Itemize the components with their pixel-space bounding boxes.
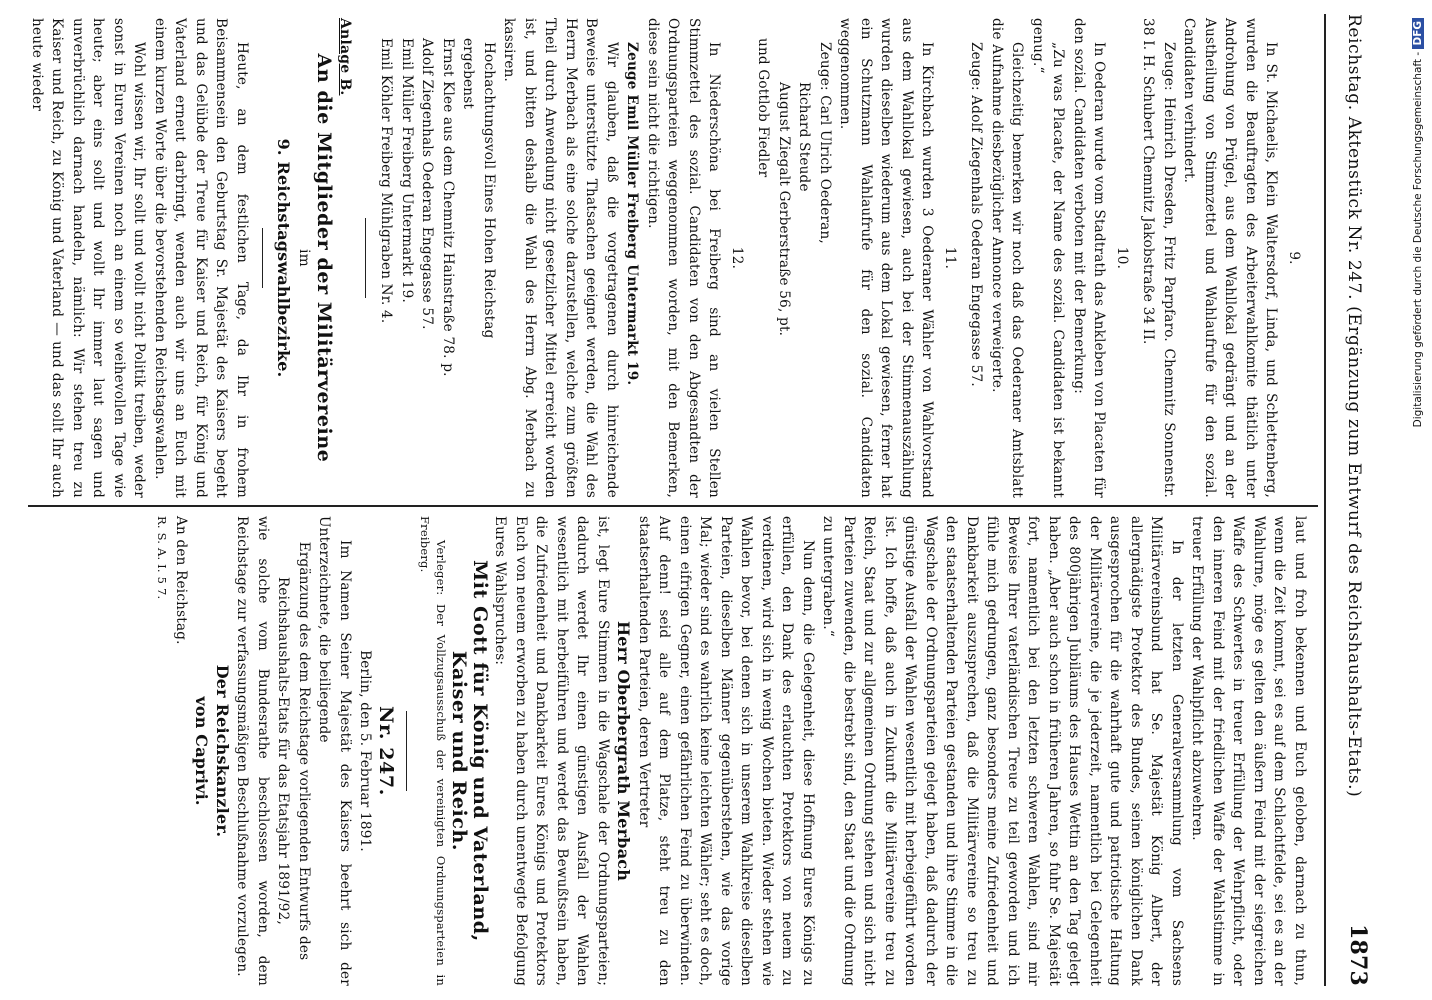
document-text: wie solche vom Bundesrathe beschlossen worden, dem Reichstage zur verfassungsmäßigen Beschlußnahme vorzulegen.: [234, 516, 271, 986]
motto-line-2: Kaiser und Reich.: [448, 650, 471, 852]
section-12-text: In Niederschöna bei Freiberg sind an vielen Stellen Stimmzettel des sozial. Candidaten von den Abgesandten der Ordnungsparteien weggenommen worden, mit den Bemerken, diese sein nicht die richtigen.: [645, 18, 723, 498]
section-number-12: 12.: [729, 246, 745, 270]
page-number: 1873: [1345, 923, 1371, 986]
right-paragraph-1: laut und froh bekennen und Euch geloben, darnach zu thun, wenn die Zeit kommt, sei es auf dem Schlachtfelde, sei es an der Wahlurne, möge es gelten den äußern Feind mit der siegreichen Waffe des Schwertes in treuer Erfüllung der Wehrpflicht, oder den inneren Feind mit der friedlichen Waffe der Wahlstimme in treuer Erfüllung der Wahlpflicht abzuwehren.: [1189, 516, 1308, 986]
signer-name: von Caprivi.: [192, 696, 212, 806]
right-paragraph-4: ist, legt Eure Stimmen in die Wagschale der Ordnungsparteien; dadurch werdet Ihr einen günstigen Ausfall der Wahlen wesentlich mit herbeiführen und werdet das Bewußtsein haben, die Zufriedenheit und Dankbarkeit Eures Königs und Protektors Euch von neuem erworben zu haben durch unentwegte Befolgung Eures Wahlspruches:: [492, 516, 611, 986]
witness-3-place: Gerberstraße 56, pt.: [776, 190, 792, 337]
right-column: [155, 516, 1311, 986]
signature-1: Ernst Klee aus dem Chemnitz Hainstraße 78. p.: [440, 38, 456, 377]
divider: [365, 218, 366, 298]
addressee: An den Reichstag.: [173, 516, 189, 645]
divider: [406, 711, 407, 791]
section-10-text: In Oederan wurde vom Stadtrath das Ankleben von Placaten für den sozial. Candidaten verboten mit der Bemerkung:: [1071, 18, 1108, 498]
section-11-text: In Kirchbach wurden 3 Oederaner Wähler von Wahlvorstand aus dem Wahllokal gewiesen, auch bei der Stimmenauszählung wurden dieselben wiederum aus dem Lokal gewiesen, ferner hat ein Schutzmann Wahlaufrufe für den sozial. Candidaten weggenommen.: [837, 18, 936, 498]
section-11-witness-3: [774, 82, 795, 498]
date-line: Berlin, den 5. Februar 1891.: [357, 650, 374, 852]
section-11-witness-4: und Gottlob Fiedler: [755, 38, 772, 178]
header-title: Reichstag. Aktenstück Nr. 247. (Ergänzung zum Entwurf des Reichshaushalts-Etats.): [1344, 14, 1364, 798]
document-number: Nr. 247.: [375, 706, 397, 796]
section-12-closing2: ergebenst: [460, 38, 477, 110]
signature-4: Emil Köhler Freiberg Mühlgraben Nr. 4.: [378, 38, 395, 324]
column-separator: [28, 505, 1318, 507]
witness-3-name: August Ziegalt: [776, 82, 792, 187]
right-paragraph-2: In der letzten Generalversammlung vom Sachsens Militärvereinsbund hat Se. Majestät König Albert, der allergnädigste Protektor des Bundes, seinen königlichen Dank ausgesprochen für die wahrhaft gute und patriotische Haltung der Militärvereine, die je jederzeit, namentlich bei Gelegenheit des 800jährigen Jubiläums des Hauses Wettin an den Tag gelegt haben. „Aber auch schon in früheren Jahren, so fuhr Se. Majestät fort, namentlich bei den letzten schweren Wahlen, sind mir Beweise Ihrer vaterländischen Treue zu teil geworden und ich fühle mich gedrungen, ganz besonders meine Zufriedenheit und Dankbarkeit auszusprechen, daß die Militärvereine so treu zu den staatserhaltenden Parteien gestanden und ihre Stimme in die Wagschale der Ordnungsparteien gelegt haben, daß dadurch der günstige Ausfall der Wahlen wesentlich mit herbeigeführt worden ist. Ich hoffe, daß auch in Zukunft die Militärvereine treu zu Reich, Staat und zur allgemeinen Ordnung stehen und sich nicht Parteien zuwenden, die bestrebt sind, den Staat und die Ordnung zu untergraben.“: [820, 516, 1185, 986]
section-12-text2: Wir glauben, daß die vorgetragenen durch hinreichende Beweise unterstützte Thatsachen geeignet werden, die Wahl des Herrn Merbach als eine solche darzustellen, welche zum größten Theil durch Anwendung nicht gesetzlicher Mittel erreicht worden ist, und bitten deshalb die Wahl des Herrn Abg. Merbach zu kassiren.: [501, 18, 620, 498]
signature-2: Adolf Ziegenhals Oederan Engegasse 57.: [419, 38, 436, 330]
section-12-witness: Zeuge Emil Müller Freiberg Untermarkt 19.: [624, 42, 641, 386]
divider: [262, 228, 263, 288]
intro-text: Im Namen Seiner Majestät des Kaisers beehrt sich der Unterzeichnete, die beiliegende: [316, 516, 353, 986]
annex-subtitle: 9. Reichstagswahlbezirke.: [274, 138, 294, 378]
annex-subtitle-im: im: [296, 249, 312, 267]
annex-title: An die Mitglieder der Militärvereine: [313, 53, 336, 463]
dfg-logo: DFG: [1412, 18, 1424, 49]
section-11-witness-2: Richard Steude: [796, 82, 813, 192]
signer-title: Der Reichskanzler.: [213, 664, 232, 838]
motto-line-1: Mit Gott für König und Vaterland,: [469, 560, 491, 942]
document-title: Ergänzung des dem Reichstage vorliegenden Entwurfs des Reichshaushalts-Etats für das Etatsjahr 1891/92,: [275, 541, 312, 961]
section-number-11: 11.: [942, 246, 958, 270]
publisher-note: Verleger: Der Vollzugsausschuß der vereinigten Ordnungsparteien in Freiberg.: [418, 516, 448, 986]
signature-3: Emil Müller Freiberg Untermarkt 19.: [399, 38, 415, 304]
annex-label: Anlage B.: [337, 18, 353, 96]
section-10-quote: „Zu was Placate, der Name des sozial. Candidaten ist bekannt genug.“: [1030, 18, 1067, 498]
digitization-note: [1406, 18, 1430, 978]
running-header: [1318, 14, 1378, 986]
section-number-9: 9.: [1286, 251, 1302, 265]
candidate-name: Herr Oberbergrath Merbach: [614, 620, 634, 882]
digitization-sidebar: [1408, 0, 1432, 1000]
section-10-text2: Gleichzeitig bemerken wir noch daß das Oederaner Amtsblatt die Aufnahme diesbezüglicher Annonce verweigerte.: [989, 18, 1026, 498]
annex-text: Heute, an dem festlichen Tage, da Ihr in frohem Beisammensein den Geburtstag Sr. Majestät des Kaisers begeht und das Gelübde der Treue für Kaiser und Reich, für König und Vaterland erneut darbringt, wenden auch wir uns an Euch mit einem kurzen Worte über die bevorstehenden Reichstagswahlen.: [152, 18, 250, 498]
right-paragraph-3: Nun denn, die Gelegenheit, diese Hoffnung Eures Königs zu erfüllen, den Dank des erlauchten Protektors von neuem zu verdienen, wird sich in wenig Wochen bieten. Wieder stehen wie Wahlen bevor, bei denen sich in unserem Wahlkreise dieselben Parteien, dieselben Männer gegenüberstehen, wie das vorige Mal; wieder sind es wahrlich keine leichten Wähler; seht es doch, einen eifrigen Gegner, einen gefährlichen Feind zu überwinden. Auf denn! seid alle auf dem Platze, steht treu zu den staatserhaltenden Parteien, deren Vertreter: [636, 516, 816, 986]
reference-code: R. S. A. I. 5 7.: [155, 516, 170, 600]
annex-text2: Wohl wissen wir, Ihr sollt und wollt nicht Politik treiben, weder sonst in Euren Vereinen noch an einem so weihevollen Tage wie heute; aber eins sollt und wollt Ihr immer laut sagen und unverbrüchlich darnach handeln, nämlich: Wir stehen treu zu Kaiser und Reich, zu König und Vaterland — und das sollt Ihr auch heute wieder: [29, 18, 148, 498]
section-11-witness: Zeuge: Carl Ulrich Oederan,: [817, 42, 833, 244]
left-column: [27, 18, 1311, 498]
section-9-text: In St. Michaelis, Klein Waltersdorf, Linda, und Schlettenberg, wurden die Beauftragten des Arbeiterwahlkomite thätlich unter Androhung von Prügel, aus dem Wahllokal gedrängt und an der Austheilung von Stimmzettel und Wahlaufrufe für den sozial. Candidaten verhindert.: [1181, 18, 1280, 498]
digitization-text: Digitalisierung gefördert durch die Deutsche Forschungsgemeinschaft -: [1412, 51, 1424, 428]
section-9-witness: Zeuge: Heinrich Dresden, Fritz Parpfaro. Chemnitz Sonnenstr. 38 I. H. Schubert Chemnitz Jakobstraße 34 II.: [1140, 18, 1177, 498]
header-rule: [1324, 14, 1326, 986]
section-10-witness: Zeuge: Adolf Ziegenhals Oederan Engegasse 57.: [968, 42, 985, 387]
section-number-10: 10.: [1114, 246, 1130, 270]
section-12-closing: Hochachtungsvoll Eines Hohen Reichstag: [481, 42, 497, 339]
